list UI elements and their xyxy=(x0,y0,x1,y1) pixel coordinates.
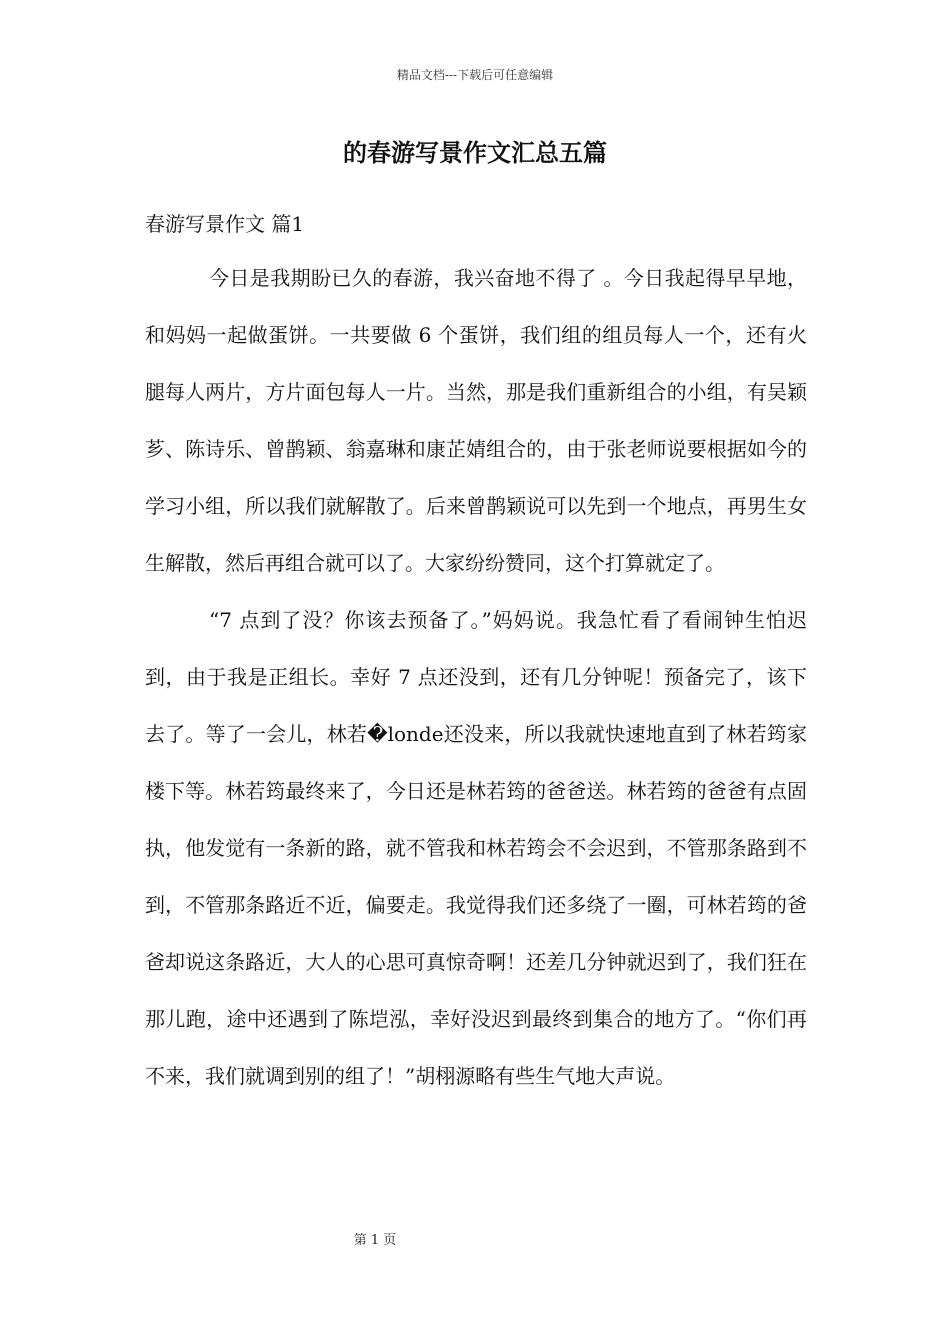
section-heading: 春游写景作文 篇1 xyxy=(145,212,305,236)
page-number: 第 1 页 xyxy=(353,1233,397,1248)
document-title: 的春游写景作文汇总五篇 xyxy=(343,138,607,167)
page-header: 精品文档---下载后可任意编辑 xyxy=(396,68,554,82)
body-text xyxy=(145,250,807,1105)
paragraph: 今日是我期盼已久的春游，我兴奋地不得了 。今日我起得早早地，和妈妈一起做蛋饼。一共要做 6 个蛋饼，我们组的组员每人一个，还有火腿每人两片，方片面包每人一片。当然，那是我们重新组合的小组，有吴颖芗、陈诗乐、曾鹊颖、翁嘉琳和康芷婧组合的，由于张老师说要根据如今的学习小组，所以我们就解散了。后来曾鹊颖说可以先到一个地点，再男生女生解散，然后再组合就可以了。大家纷纷赞同，这个打算就定了。 xyxy=(145,266,807,575)
paragraph: “7 点到了没？你该去预备了。”妈妈说。我急忙看了看闹钟生怕迟到，由于我是正组长。幸好 7 点还没到，还有几分钟呢！预备完了，该下去了。等了一会儿，林若�londe还没来，所以我就快速地直到了林若筠家楼下等。林若筠最终来了，今日还是林若筠的爸爸送。林若筠的爸爸有点固执，他发觉有一条新的路，就不管我和林若筠会不会迟到，不管那条路到不到，不管那条路近不近，偏要走。我觉得我们还多绕了一圈，可林若筠的爸爸却说这条路近，大人的心思可真惊奇啊！还差几分钟就迟到了，我们狂在那儿跑，途中还遇到了陈垲泓，幸好没迟到最终到集合的地方了。“你们再不来，我们就调到别的组了！”胡栩源略有些生气地大声说。 xyxy=(145,608,807,1088)
